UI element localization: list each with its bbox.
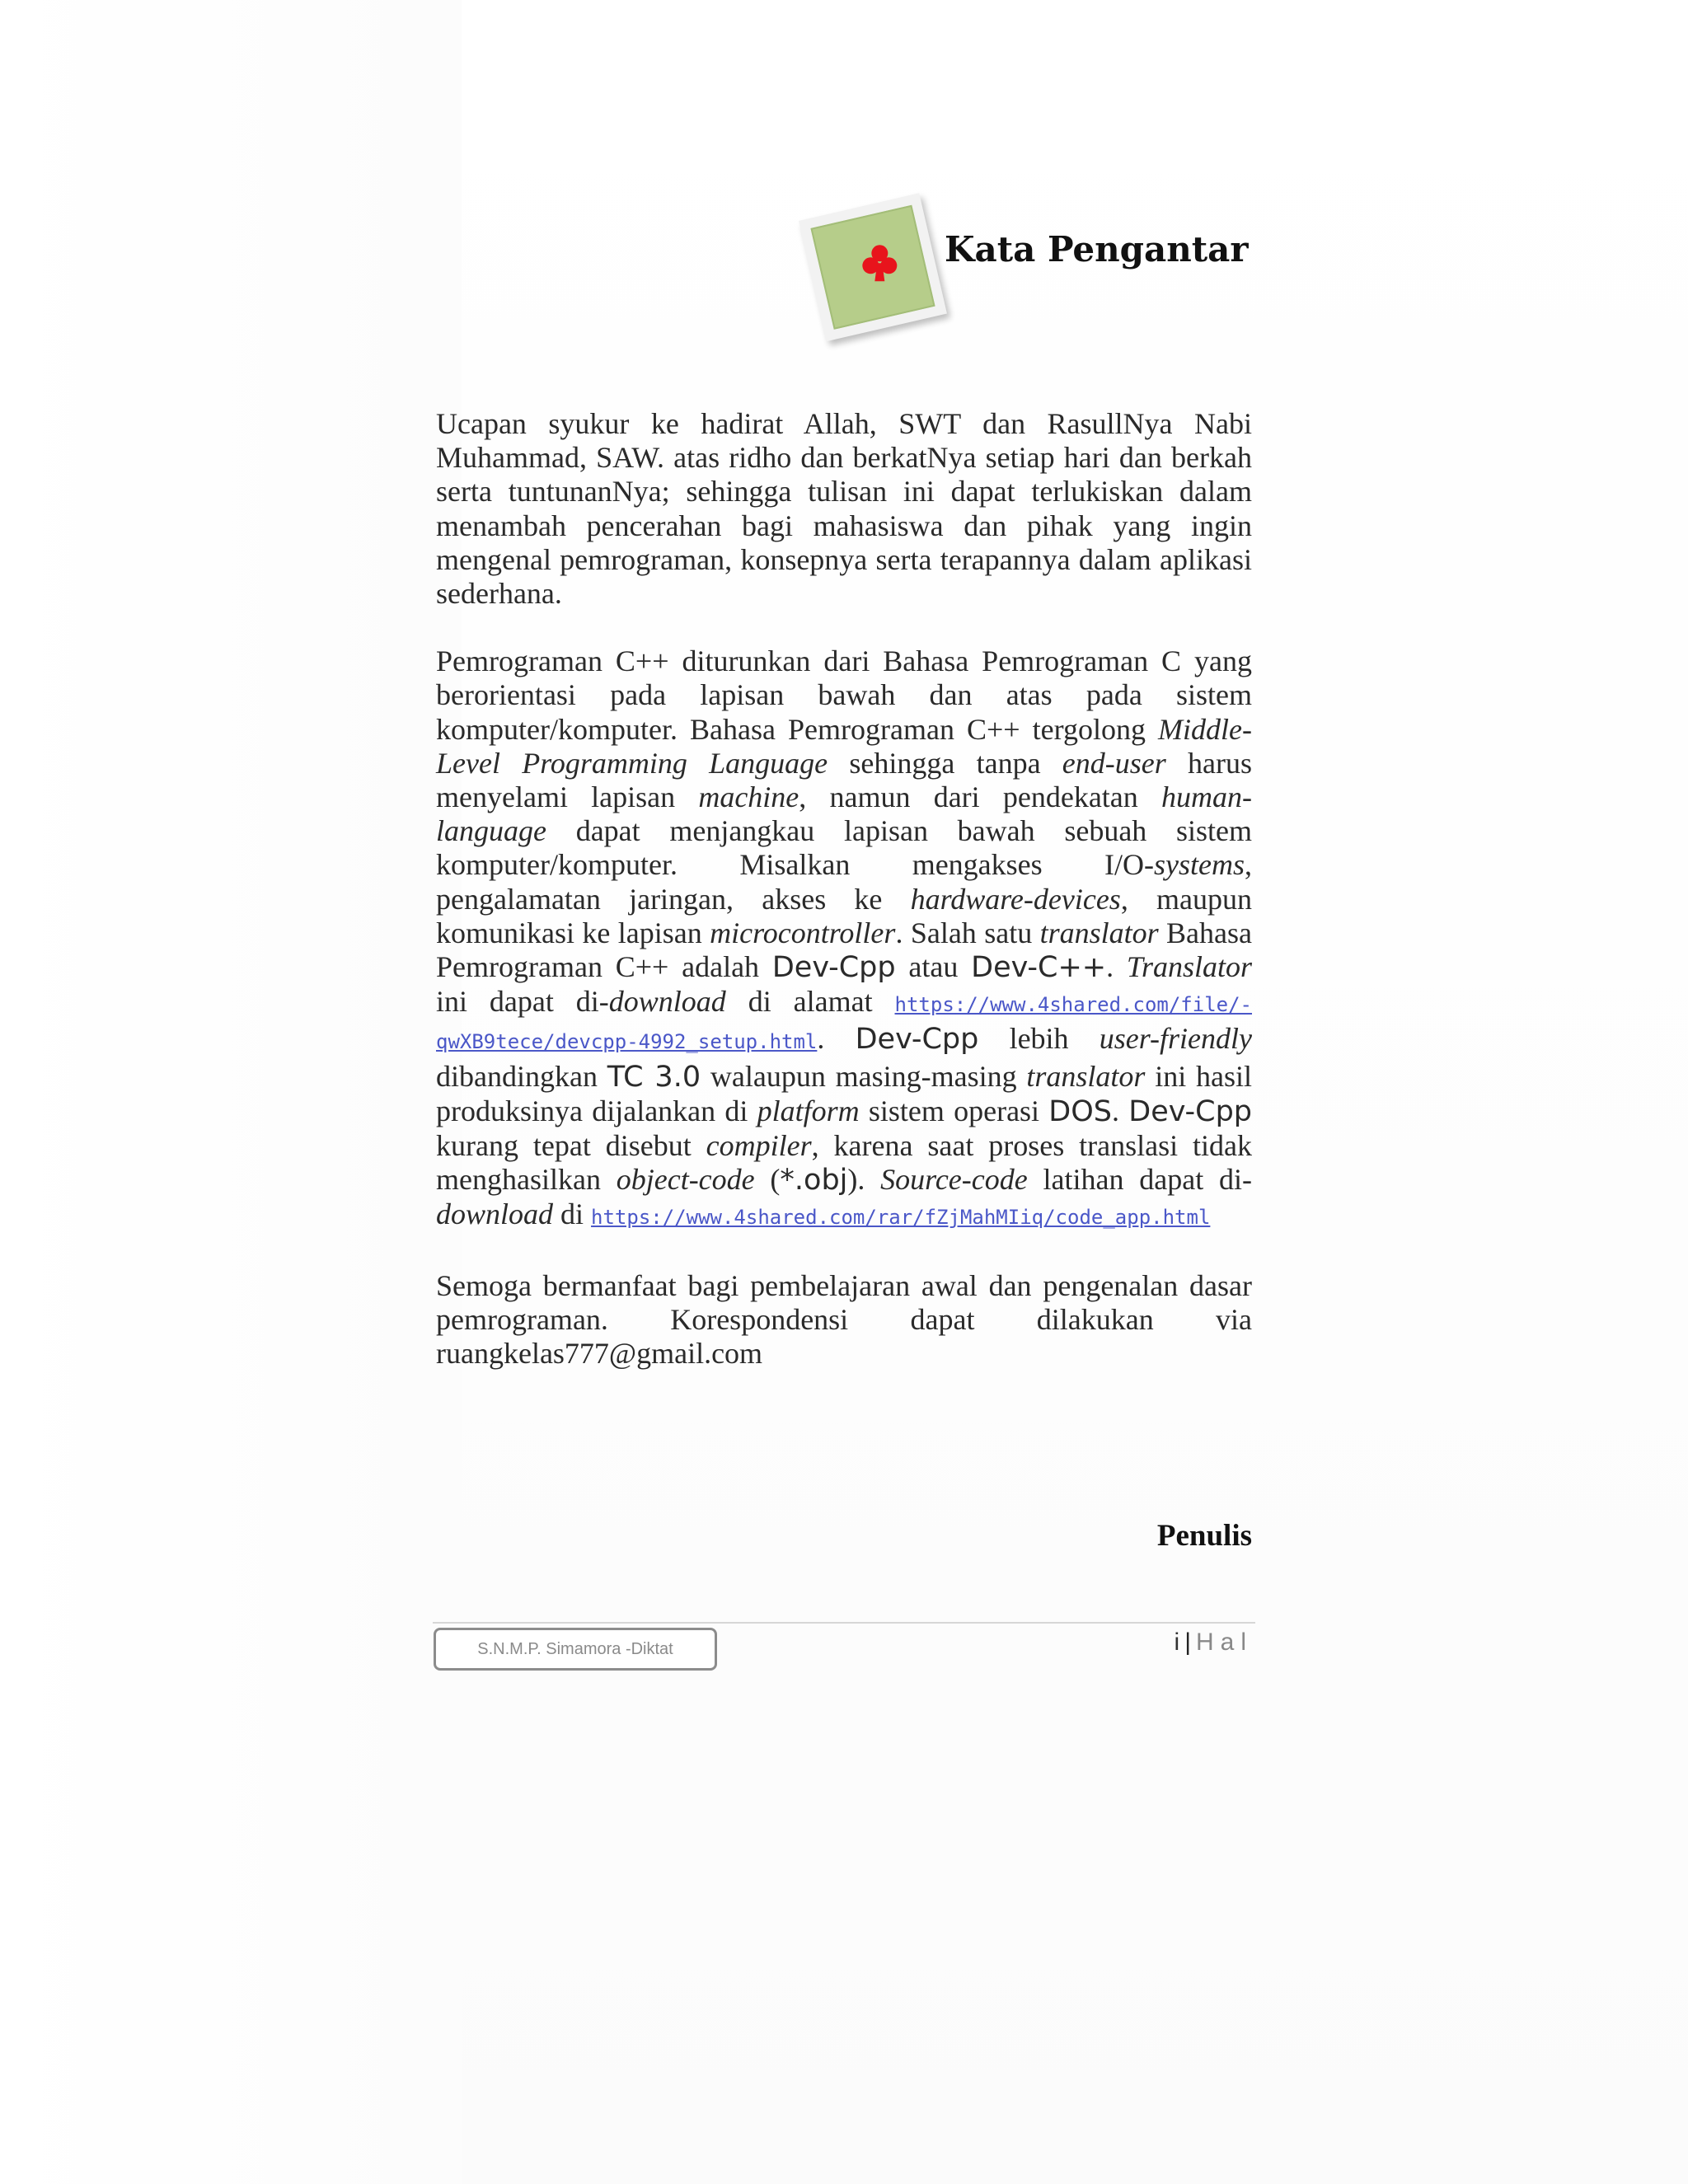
page-title: Kata Pengantar xyxy=(945,229,1249,269)
page-number: i xyxy=(1174,1629,1180,1656)
card-face xyxy=(810,205,935,330)
paragraph-intro: Ucapan syukur ke hadirat Allah, SWT dan RasullNya Nabi Muhammad, SAW. atas ridho dan berkatNya setiap hari dan berkah serta tuntunanNya; sehingga tulisan ini dapat terlukiskan dalam menambah pencerahan bagi mahasiswa dan pihak yang ingin mengenal pemrograman, konsepnya serta terapannya dalam aplikasi sederhana. xyxy=(436,407,1252,611)
paragraph-cpp: Pemrograman C++ diturunkan dari Bahasa Pemrograman C yang berorientasi pada lapisan bawah dan atas pada sistem komputer/komputer. Bahasa Pemrograman C++ tergolong Middle-Level Programming Language sehingga tanpa end-user harus menyelami lapisan machine, namun dari pendekatan human-language dapat menjangkau lapisan bawah sebuah sistem komputer/komputer. Misalkan mengakses I/O-systems, pengalamatan jaringan, akses ke hardware-devices, maupun komunikasi ke lapisan microcontroller. Salah satu translator Bahasa Pemrograman C++ adalah Dev-Cpp atau Dev-C++. Translator ini dapat di-download di alamat https://www.4shared.com/file/-qwXB9tece/devcpp-4992_setup.html. Dev-Cpp lebih user-friendly dibandingkan TC 3.0 walaupun masing-masing translator ini hasil produksinya dijalankan di platform sistem operasi DOS. Dev-Cpp kurang tepat disebut compiler, karena saat proses translasi tidak menghasilkan object-code (*.obj). Source-code latihan dapat di-download di https://www.4shared.com/rar/fZjMahMIiq/code_app.html xyxy=(436,644,1253,1231)
signature: Penulis xyxy=(1156,1519,1252,1553)
footer-page-indicator xyxy=(1152,1629,1253,1657)
page-separator: | xyxy=(1184,1629,1191,1656)
page-background xyxy=(0,0,462,2184)
footer-author-box: S.N.M.P. Simamora -Diktat xyxy=(434,1628,717,1671)
club-icon xyxy=(861,243,898,284)
club-card-icon xyxy=(799,191,957,349)
page-label: Hal xyxy=(1195,1629,1253,1656)
card-frame xyxy=(799,193,947,341)
footer-divider xyxy=(433,1622,1255,1624)
paragraph-closing: Semoga bermanfaat bagi pembelajaran awal dan pengenalan dasar pemrograman. Korespondensi dapat dilakukan via ruangkelas777@gmail.com xyxy=(436,1268,1252,1371)
source-code-download-link[interactable]: https://www.4shared.com/rar/fZjMahMIiq/code_app.html xyxy=(591,1206,1211,1230)
body-text xyxy=(436,407,1252,1371)
devcpp-download-link[interactable]: https://www.4shared.com/file/-qwXB9tece/devcpp-4992_setup.html xyxy=(436,993,1252,1054)
